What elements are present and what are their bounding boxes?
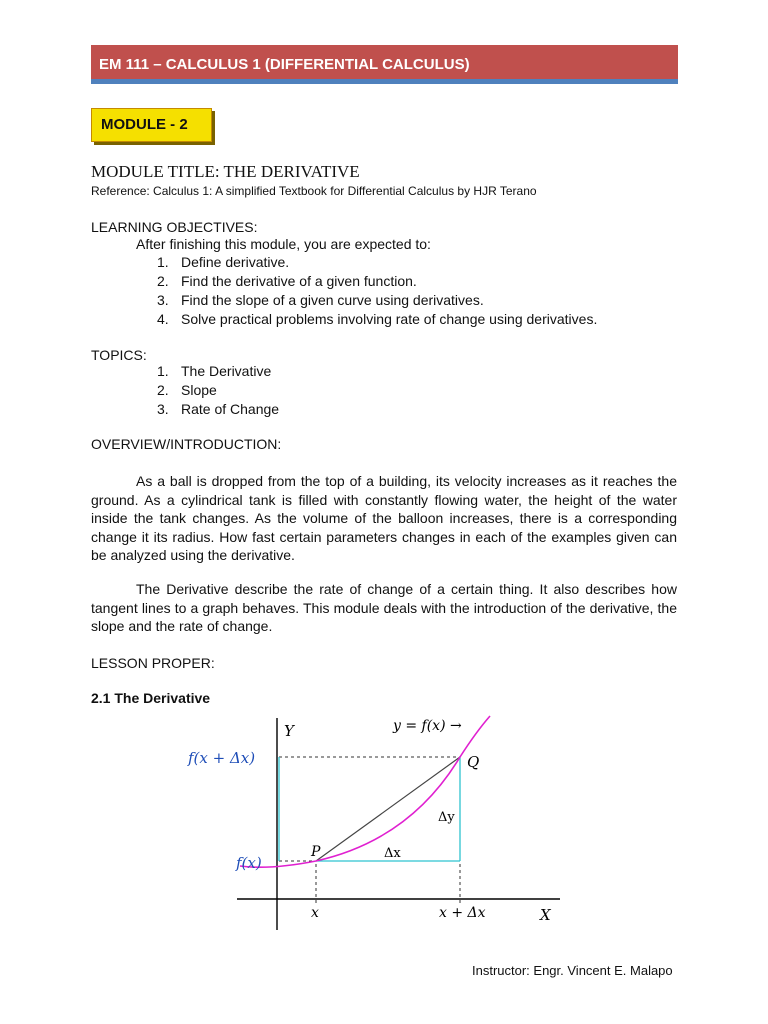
x-axis-label: X xyxy=(540,906,551,924)
topics-list xyxy=(157,362,279,419)
list-item: 3. Find the slope of a given curve using derivatives. xyxy=(157,292,484,308)
delta-x-label: Δx xyxy=(384,846,401,861)
overview-heading: OVERVIEW/INTRODUCTION: xyxy=(91,436,282,452)
list-item: 2. Find the derivative of a given function. xyxy=(157,273,417,289)
f-x-plus-dx-label: f(x + Δx) xyxy=(188,749,256,767)
tick-x-label: x xyxy=(311,905,319,921)
header-title: EM 111 – CALCULUS 1 (DIFFERENTIAL CALCULUS) xyxy=(99,56,470,73)
list-item: 3. Rate of Change xyxy=(157,401,280,417)
list-item: 4. Solve practical problems involving rate of change using derivatives. xyxy=(157,311,598,327)
point-p-label: P xyxy=(311,844,321,860)
tick-x-plus-dx-label: x + Δx xyxy=(439,905,486,921)
list-item: 2. Slope xyxy=(157,382,217,398)
delta-y-label: Δy xyxy=(438,810,455,825)
learning-objectives-intro: After finishing this module, you are expected to: xyxy=(136,236,431,252)
point-q-label: Q xyxy=(467,753,480,771)
learning-objectives-list xyxy=(157,253,597,329)
lesson-proper-heading: LESSON PROPER: xyxy=(91,655,215,671)
section-heading-derivative: 2.1 The Derivative xyxy=(91,690,211,706)
curve-label: y = f(x) → xyxy=(393,718,462,734)
list-item: 1. Define derivative. xyxy=(157,254,290,270)
reference-line: Reference: Calculus 1: A simplified Textbook for Differential Calculus by HJR Terano xyxy=(91,184,537,198)
overview-paragraph-2: The Derivative describe the rate of change of a certain thing. It also describes how tangent lines to a graph behaves. This module deals with the introduction of the derivative, the slope and the rate of change. xyxy=(91,581,677,634)
overview-paragraph-1: As a ball is dropped from the top of a building, its velocity increases as it reaches the ground. As a cylindrical tank is filled with constantly flowing water, the height of the water inside the tank changes. As the volume of the balloon increases, there is a corresponding change it its radius. How fast certain parameters changes in each of the examples given can be analyzed using the derivative. xyxy=(91,473,677,563)
derivative-diagram xyxy=(180,708,580,936)
f-x-label: f(x) xyxy=(236,854,262,872)
learning-objectives-heading: LEARNING OBJECTIVES: xyxy=(91,219,258,235)
list-item: 1. The Derivative xyxy=(157,363,272,379)
instructor-footer: Instructor: Engr. Vincent E. Malapo xyxy=(472,963,673,978)
topics-heading: TOPICS: xyxy=(91,347,147,363)
module-badge: MODULE - 2 xyxy=(91,108,212,142)
module-title: MODULE TITLE: THE DERIVATIVE xyxy=(91,162,360,181)
y-axis-label: Y xyxy=(284,722,294,740)
document-header xyxy=(91,45,678,84)
